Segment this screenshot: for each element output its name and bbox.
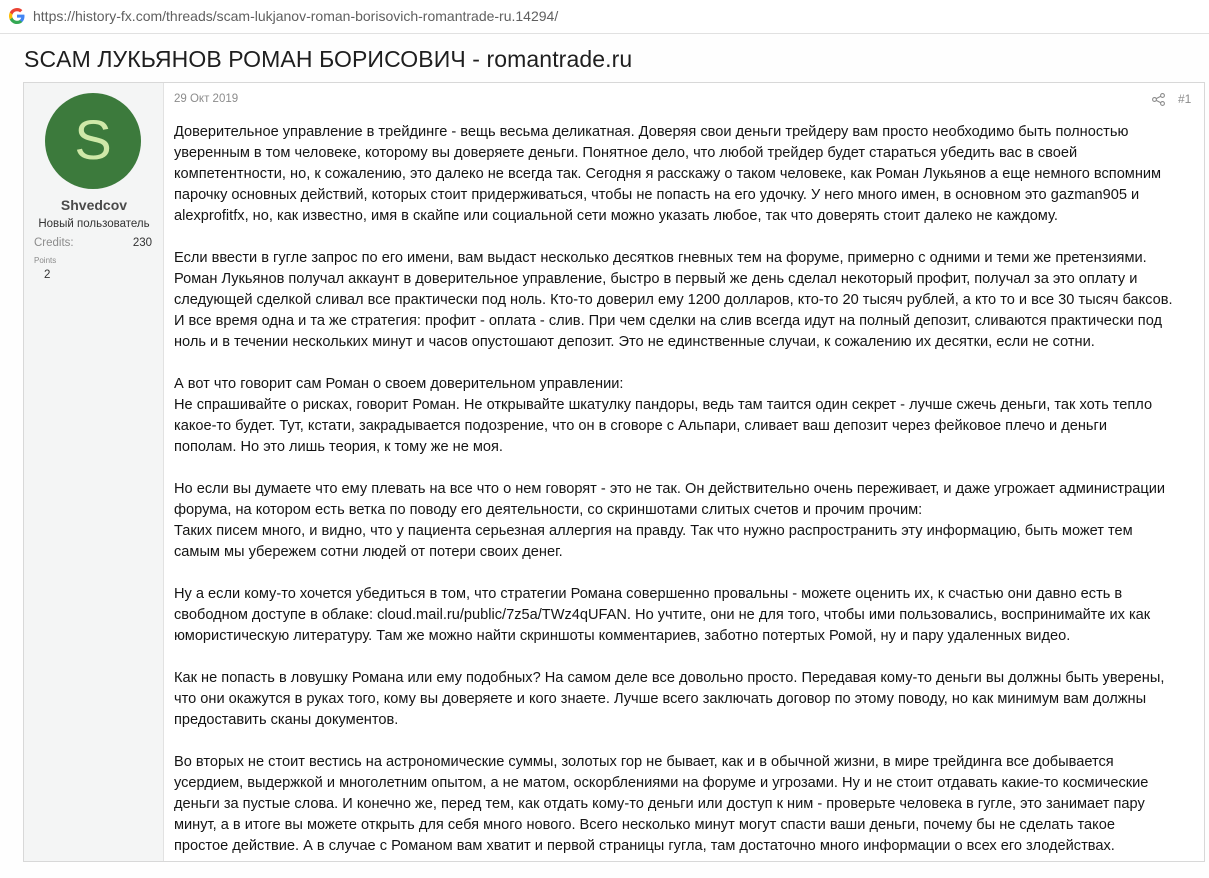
post-date-link[interactable]: 29 Окт 2019: [174, 93, 239, 105]
credits-value: 230: [132, 237, 152, 249]
user-info-panel: [24, 83, 164, 861]
points-value: 2: [44, 269, 51, 281]
avatar-letter: S: [74, 108, 112, 171]
post-paragraph: Ну а если кому-то хочется убедиться в том, что стратегии Романа совершенно провальны - можете оценить их, к счастью они давно есть в свободном доступе в облаке: cloud.mail.ru/public/7z5a/TWz4qUFAN. Но учтите, они не для того, чтобы ими пользовались, воспринимайте их как юмористическую литературу. Там же можно найти скриншоты комментариев, заботно потертых Ромой, ну и пару удаленных видео.: [174, 586, 1151, 644]
post-paragraph: Доверительное управление в трейдинге - вещь весьма деликатная. Доверяя свои деньги трейдеру вам просто необходимо быть полностью уверенным в том человеке, которому вы доверяете деньги. Понятное дело, что любой трейдер будет стараться убедить вас в своей компетентности, но, к сожалению, это далеко не всегда так. Сегодня я расскажу о таком человеке, как Роман Лукьянов а еще немного вспомним парочку основных действий, которых стоит придерживаться, чтобы не попасть на его удочку. У него много имен, в основном это gazman905 и alexprofitfx, но, как известно, имя в скайпе или социальной сети можно указать любое, так что доверять стоит далеко не каждому.: [174, 124, 1162, 224]
post-paragraph: Если ввести в гугле запрос по его имени, вам выдаст несколько десятков гневных тем на форуме, примерно с одними и теми же претензиями. Роман Лукьянов получал аккаунт в доверительное управление, быстро в первый же день сделал некоторый профит, получал за это оплату и следующей сделкой сливал все практически под ноль. Кто-то доверил ему 1200 долларов, кто-то 20 тысяч рублей, а кто то и все 30 тысяч баксов. И все время одна и та же стратегия: профит - оплата - слив. При чем сделки на слив всегда идут на полный депозит, сливаются практически под ноль и в течении нескольких минут и часов опустошают депозит. Это не единственные случаи, к сожалению их десятки, если не сотни.: [174, 250, 1173, 350]
post-body: [174, 122, 1196, 878]
post-paragraph: Но если вы думаете что ему плевать на все что о нем говорят - это не так. Он действительно очень переживает, и даже угрожает администрации форума, на котором есть ветка по поводу его деятельности, со скриншотами слитых счетов и прочим прочим: Таких писем много, и видно, что у пациента серьезная аллергия на правду. Так что нужно распространить эту информацию, быть может тем самым мы убережем сотни людей от потери своих денег.: [174, 481, 1166, 560]
thread-title: SCAM ЛУКЬЯНОВ РОМАН БОРИСОВИЧ - romantrade.ru: [24, 46, 633, 72]
share-icon[interactable]: [1152, 93, 1165, 106]
post-paragraph: Как не попасть в ловушку Романа или ему подобных? На самом деле все довольно просто. Передавая кому-то деньги вы должны быть уверены, что они окажутся в руках того, кому вы доверяете и кого знаете. Лучше всего заключать договор по этому поводу, но как минимум вам должны предоставить сканы документов.: [174, 670, 1165, 728]
address-bar[interactable]: [0, 0, 1209, 34]
post-number-link[interactable]: #1: [1178, 92, 1192, 106]
user-title: Новый пользователь: [38, 218, 150, 230]
url-text[interactable]: https://history-fx.com/threads/scam-lukjanov-roman-borisovich-romantrade-ru.14294/: [33, 8, 559, 24]
post-paragraph: Во вторых не стоит вестись на астрономические суммы, золотых гор не бывает, как и в обычной жизни, в мире трейдинга все добывается усердием, выдержкой и многолетним опытом, а не матом, оскорблениями на форуме и угрозами. Ну и не стоит отдавать какие-то космические деньги за пустые слова. И конечно же, перед тем, как отдать кому-то деньги или доступ к ним - проверьте человека в гугле, это занимает пару минут, а в итоге вы можете открыть для себя много нового. Всего несколько минут могут спасти ваши деньги, почему бы не сделать такое простое действие. А в случае с Романом вам хватит и первой страницы гугла, там достаточно много информации о всех его злодействах.: [174, 754, 1149, 854]
points-label: Points: [34, 256, 57, 265]
forum-post: [23, 82, 1205, 862]
credits-label: Credits:: [34, 237, 74, 249]
username-link[interactable]: Shvedcov: [60, 197, 128, 213]
avatar[interactable]: [45, 93, 141, 189]
google-icon: [9, 8, 25, 24]
post-paragraph: А вот что говорит сам Роман о своем доверительном управлении: Не спрашивайте о рисках, говорит Роман. Не открывайте шкатулку пандоры, ведь там таится один секрет - лучше сжечь деньги, так хоть тепло какое-то будет. Тут, кстати, закрадывается подозрение, что он в сговоре с Альпари, сливает ваш депозит через фейковое плечо и деньги пополам. Но это лишь теория, к тому же не моя.: [174, 376, 1153, 455]
